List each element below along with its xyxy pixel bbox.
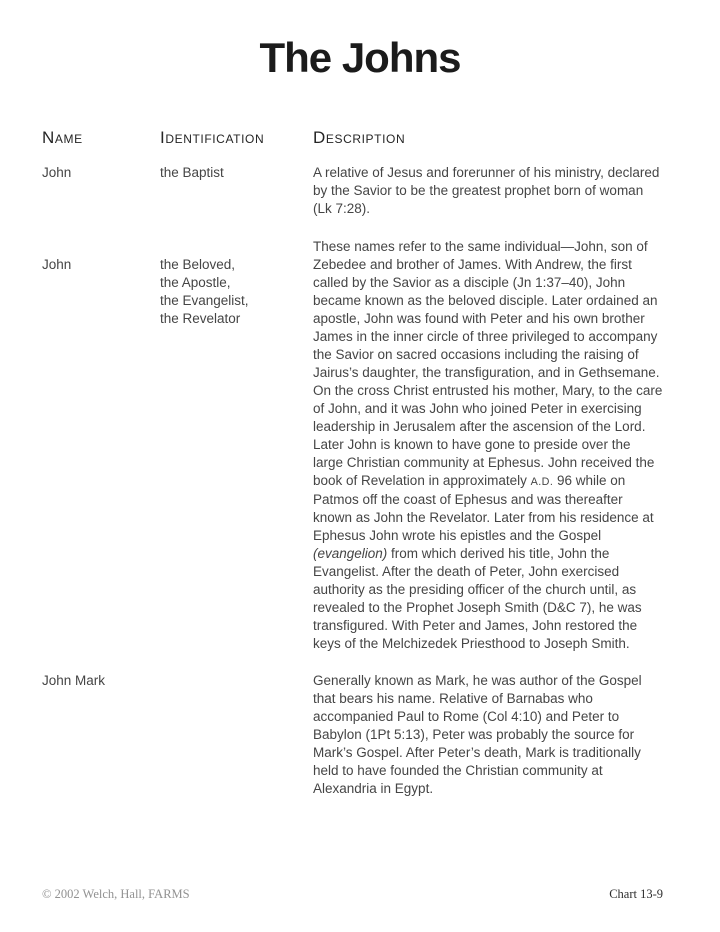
- description-text: A relative of Jesus and forerunner of his ministry, declared by the Savior to be the greatest prophet born of woman (Lk 7:28).: [313, 165, 660, 216]
- description-text-smallcaps-ad: A.D.: [530, 476, 554, 488]
- identification-line: the Apostle,: [160, 275, 231, 290]
- table-row-john-mark: [42, 672, 663, 798]
- description-text: These names refer to the same individual—John, son of Zebedee and brother of James. With Andrew, the first called by the Savior as a disciple (Jn 1:37–40), John became known as the beloved disciple. Later ordained an apostle, John was found with Peter and his own brother James in the inner circle of three privileged to accompany the Savior on sacred occasions including the raising of Jairus’s daughter, the transfiguration, and in Gethsemane. On the cross Christ entrusted his mother, Mary, to the care of John, and it was John who joined Peter in exercising leadership in Jerusalem after the ascension of the Lord. Later John is known to have gone to preside over the large Christian community at Ephesus. John received the book of Revelation in approximately: [313, 239, 663, 488]
- identification-cell: [160, 238, 313, 653]
- chart-number: Chart 13-9: [609, 887, 663, 901]
- identification-line: the Revelator: [160, 311, 241, 326]
- column-header-identification: Identification: [160, 128, 265, 147]
- description-cell: [313, 164, 663, 218]
- table-header-row: [42, 128, 663, 148]
- name-cell: John: [42, 165, 72, 180]
- identification-line: the Beloved,: [160, 257, 236, 272]
- description-cell: [313, 672, 663, 798]
- description-text: from which derived his title, John the Evangelist. After the death of Peter, John exercised authority as the presiding officer of the church until, as revealed to the Prophet Joseph Smith (D&C 7), he was transfigured. With Peter and James, John restored the keys of the Melchizedek Priesthood to Joseph Smith.: [313, 546, 642, 651]
- description-text: 96 while on Patmos off the coast of Ephesus and was thereafter known as John the Revelator. Later from his residence at Ephesus John wrote his epistles and the Gospel: [313, 473, 654, 543]
- table-row-john-beloved: [42, 238, 663, 653]
- identification-cell: [160, 164, 313, 218]
- identification-cell: [160, 672, 313, 798]
- description-text: Generally known as Mark, he was author of the Gospel that bears his name. Relative of Barnabas who accompanied Paul to Rome (Col 4:10) and Peter to Babylon (1Pt 5:13), Peter was probably the source for Mark’s Gospel. After Peter’s death, Mark is traditionally held to have founded the Christian community at Alexandria in Egypt.: [313, 673, 642, 796]
- name-cell: John: [42, 257, 72, 272]
- table-row-john-baptist: [42, 164, 663, 218]
- johns-chart-table: [42, 128, 663, 798]
- page-title: The Johns: [259, 34, 461, 81]
- page-footer: [42, 887, 663, 902]
- name-cell: John Mark: [42, 673, 106, 688]
- description-text-italic-evangelion: (evangelion): [313, 546, 388, 561]
- column-header-name: Name: [42, 128, 83, 147]
- description-cell: [313, 238, 663, 653]
- column-header-description: Description: [313, 128, 406, 147]
- identification-line: the Evangelist,: [160, 293, 249, 308]
- identification-line: the Baptist: [160, 165, 224, 180]
- copyright-notice: © 2002 Welch, Hall, FARMS: [42, 887, 190, 901]
